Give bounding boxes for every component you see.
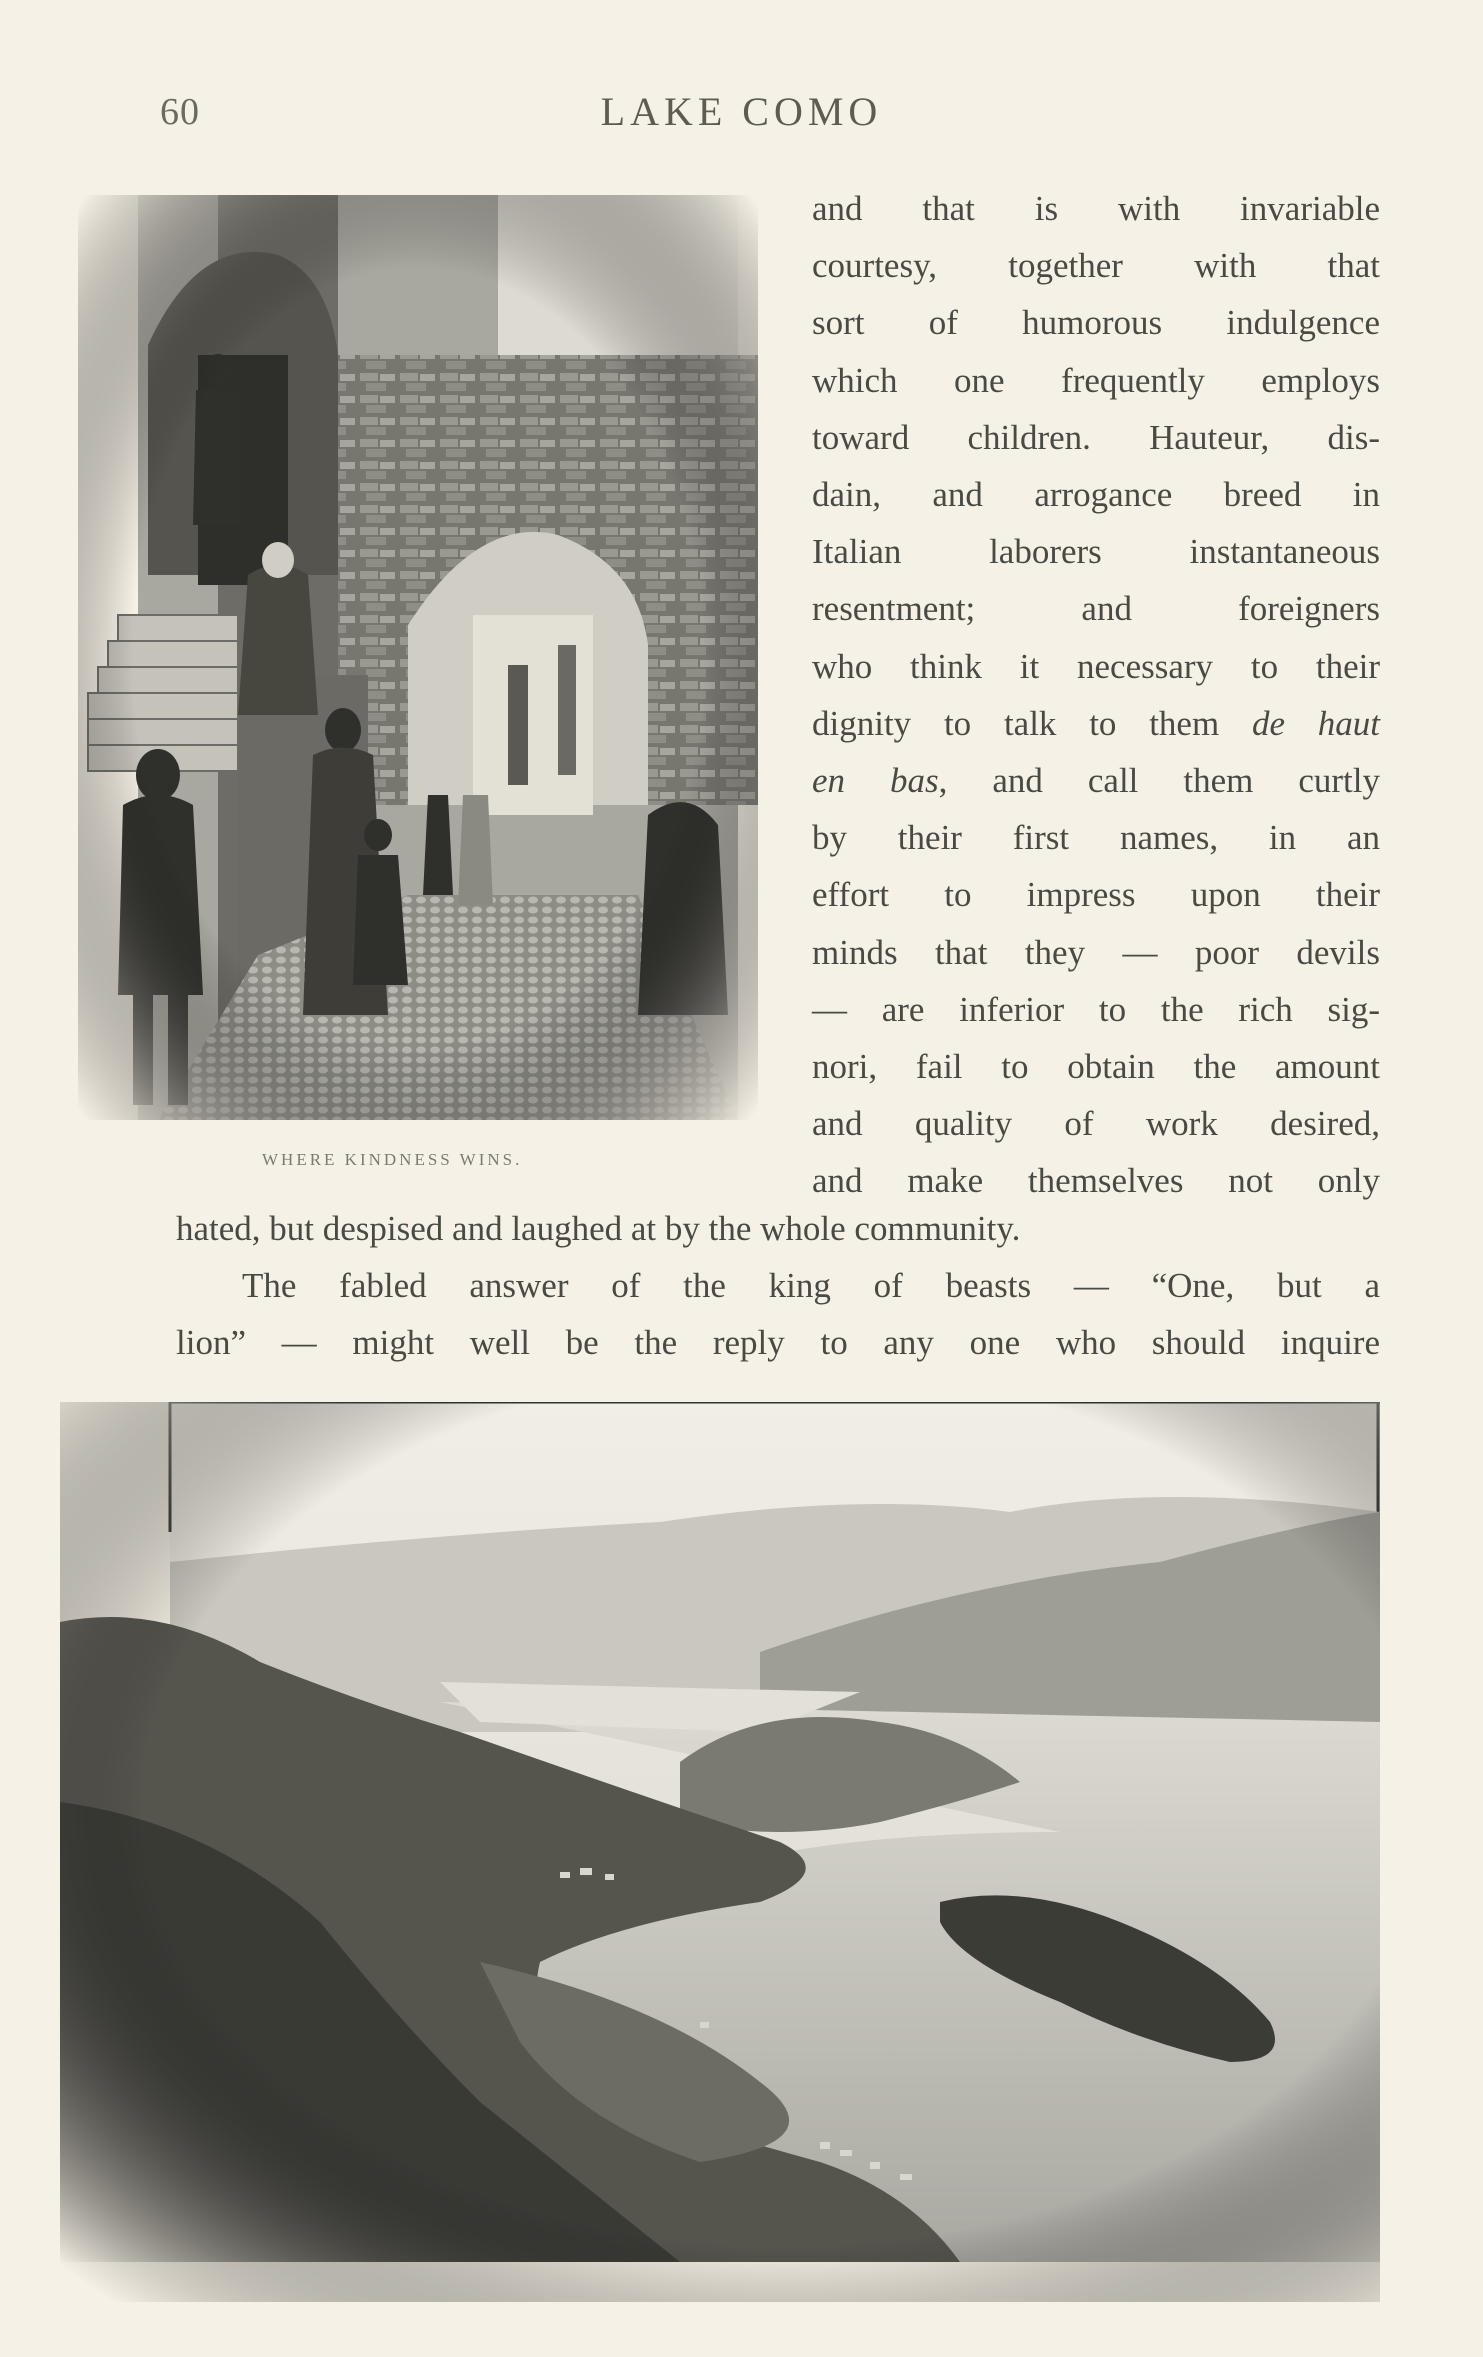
text-line: The fabled answer of the king of beasts — “One, but a: [242, 1266, 1380, 1306]
text-line: hated, but despised and laughed at by the whole community.: [176, 1209, 1021, 1248]
text-line: lion” — might well be the reply to any one who should inquire: [176, 1323, 1380, 1363]
text-line: nori, fail to obtain the amount: [812, 1047, 1380, 1087]
text-line: courtesy, together with that: [812, 246, 1380, 286]
figure-caption: WHERE KINDNESS WINS.: [262, 1150, 523, 1169]
text-line: and make themselves not only: [812, 1161, 1380, 1201]
text-run: dignity to talk to them: [812, 703, 1220, 743]
text-line: [812, 695, 1380, 752]
italic-phrase: de haut: [1251, 703, 1381, 743]
text-line: and quality of work desired,: [812, 1104, 1380, 1144]
text-line: — are inferior to the rich sig-: [812, 989, 1380, 1029]
text-line: effort to impress upon their: [812, 875, 1380, 915]
lake-landscape-photo: [60, 1402, 1380, 2302]
text-line: Italian laborers instantaneous: [812, 532, 1380, 572]
page-number: 60: [160, 91, 200, 133]
text-line: toward children. Hauteur, dis-: [812, 417, 1380, 457]
italic-phrase: en bas: [812, 761, 939, 801]
text-line: resentment; and foreigners: [812, 589, 1380, 629]
full-width-text: [176, 1200, 1380, 1372]
text-line: and that is with invariable: [812, 189, 1380, 228]
running-head: LAKE COMO: [600, 89, 883, 134]
text-line: [812, 752, 1380, 809]
text-line: minds that they — poor devils: [812, 932, 1380, 972]
text-run: , and call them curtly: [938, 761, 1380, 801]
text-line: who think it necessary to their: [812, 646, 1380, 686]
column-text: [812, 180, 1380, 1210]
text-line: sort of humorous indulgence: [812, 303, 1380, 343]
text-line: which one frequently employs: [812, 360, 1380, 400]
text-line: dain, and arrogance breed in: [812, 475, 1380, 515]
street-scene-photo: [78, 195, 758, 1120]
text-line: by their first names, in an: [812, 818, 1380, 858]
